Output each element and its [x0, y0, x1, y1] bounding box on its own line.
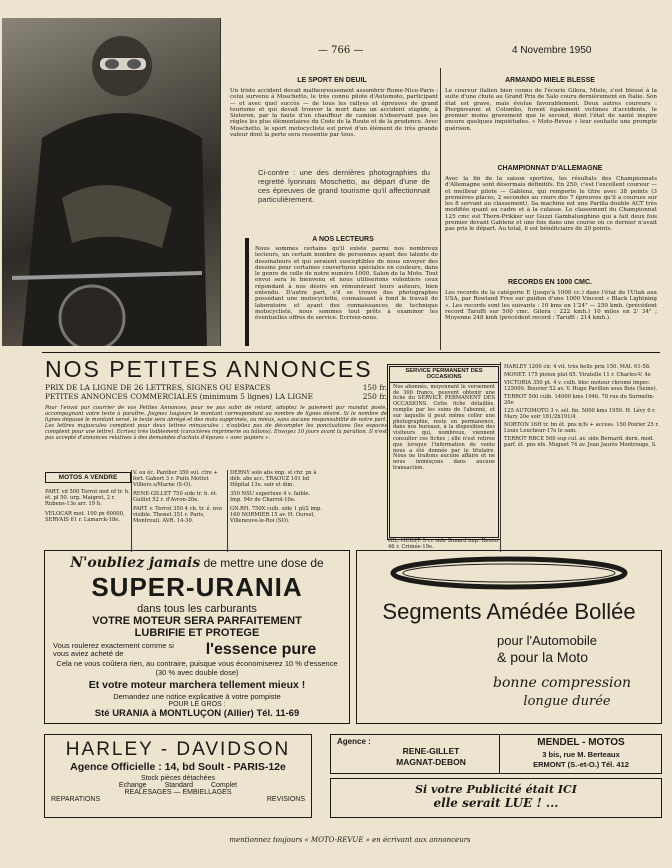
harley-line: Echange	[118, 782, 147, 789]
gillet-line: RENE-GILLET	[402, 746, 460, 756]
classified-divider	[500, 362, 501, 552]
classified-divider	[131, 470, 132, 552]
classified-ad: 350 NSU superluxe 4 v. faible. Imp. 94r de Charrol-10e.	[230, 491, 311, 503]
urania-line: LUBRIFIE ET PROTEGE	[134, 627, 260, 639]
gillet-label: Agence :	[337, 737, 371, 746]
harley-line-row	[45, 796, 311, 803]
urania-line: Cela ne vous coûtera rien, au contraire, puisque vous économiserez 10 % d'essence (30 % avec double dose)	[56, 659, 338, 677]
harley-line: Stock pièces détachées	[141, 775, 215, 782]
allemagne-body: Avec la fin de la saison sportive, les résultats des Championnats d'Allemagne sont désormais définitifs. En 250, c'est l'excellent coureur — et meilleur pilote — Gablenz, qui remporte le titre avec 38 points (3 premières places, 2 secondes au cours des 7 épreuves qu'il a courues sur les 8 servant au classement). Sa machine est une Parilla double ACT très modifiée quant au cadre et à la culasse. Le classement du Championnat 125 cmc est Thorn-Prikker sur Guzzi Gambalunghino qui a fait deux fois premier devant Gablenz et une fois dans une course où ce dernier n'avait pas pris le départ. Au total, il est bénéficiaire de 20 points.	[445, 176, 657, 233]
urania-headline: N'oubliez jamais	[70, 555, 201, 571]
service-body: Nos abonnés, moyennant le versement de 300 francs, peuvent obtenir une fiche du SERVICE PERMANENT DES OCCASIONS. Cette fiche détaillée, remplie par les soins de l'abonné, et sur laquelle il peut même coller une photographie, reste en permanence, dans nos bureaux, à la disposition des visiteurs qui, nombreux, viennent consulter ces fiches ; elle n'est retirée que lorsque l'information de vente nous a été donnée par le titulaire. Nous ne traitons aucune affaire et ne nous immisçons dans aucune transaction.	[393, 383, 495, 471]
publicite-line: Si votre Publicité était ICI	[415, 783, 577, 796]
classified-ad: TERROT RBCE 500 sup cul. av. side Bernard. dern. mod. parf. ét. pns nfs. Muguet 74 av. Jean Jaurès Montrouge, S.	[504, 436, 657, 448]
rate-line	[45, 393, 387, 402]
gillet-line: MAGNAT-DEBON	[396, 757, 466, 767]
classified-ad: NORTON 16H tr. bn ét. pns n/fs + access. 150 Poirier 25 r. Louis Loucheur-17e le sam.	[504, 422, 659, 434]
publicite-line: elle serait LUE ! ...	[433, 796, 559, 810]
footer-note: mentionnez toujours « MOTO-REVUE » en écrivant aux annonceurs	[229, 836, 471, 844]
service-title: SERVICE PERMANENT DES OCCASIONS	[390, 367, 498, 383]
urania-line: POUR LE GROS :	[168, 701, 226, 708]
annonces-rates	[45, 384, 387, 401]
records-body: Les records de la catégorie E (jusqu'à 1000 cc.) dans l'état de l'Utah aux USA, par Rowland Free sur guidon d'une 1000 Vincent « Black Lightning ». Les records sont les suivants : 10 kms en 1'24" — 250 kmh. (précédent record Taruffi sur 500 cmc. Gilera : 222 kmh.) 10 miles en 2' 34" ; Moyenne 248 kmh (précédent record : Taruffi : 214 kmh.).	[445, 290, 657, 322]
harley-title: HARLEY - DAVIDSON	[65, 739, 291, 760]
column-divider	[440, 68, 441, 350]
annonces-intro: Pour l'envoi par courrier de vos Petites Annonces, pour ne pas subir de retard, adoptez le paiement par mandat poste, accompagnant votre texte à paraître. Joignez toujours le montant correspondant au nombre de lignes désiré. Si le nombre de lignes dépasse le montant versé, le texte sera abrégé et des mots supprimés, au mieux, sans aucune responsabilité de notre part. Les lettres majuscules comptent pour deux lettres minuscules ; n'oubliez pas de décompter les ponctuations (les espaces comptent pour une lettre). Ecrivez très lisiblement (caractères imprimerie ou bâtons). Envoyez 10 jours avant la parution. Il n'est pas accepté d'annonces relatives à des demandes d'achats d'épaves « avec papiers ».	[45, 405, 387, 441]
urania-line: Vous roulerez exactement comme si vous aviez acheté de	[53, 640, 174, 658]
classified-ad: GN.RH. 750X culb. side 1 pl/2 imp. 160 NORMIER 15 av. H. Oursel, Villeneuve-le-Roi (SO).	[230, 506, 323, 524]
classified-ad: GIL. HERST. 5 cv side Simard imp. Renou 46 r. Crimée-19e.	[388, 538, 499, 550]
rate-label: PETITES ANNONCES COMMERCIALES (minimum 5 lignes) LA LIGNE	[45, 391, 314, 401]
ad-divider	[499, 735, 500, 773]
urania-brand: SUPER-URANIA	[91, 572, 303, 602]
service-permanent-box	[387, 364, 501, 540]
motos-a-vendre-header: MOTOS A VENDRE	[45, 472, 131, 483]
urania-line: Et votre moteur marchera tellement mieux !	[88, 679, 306, 691]
urania-line: VOTRE MOTEUR SERA PARFAITEMENT	[92, 615, 302, 627]
urania-headline-2: de mettre une dose de	[203, 556, 324, 570]
allemagne-title: CHAMPIONNAT D'ALLEMAGNE	[497, 165, 603, 172]
harley-line-row	[45, 782, 311, 789]
classified-ad: TERROT 500 culb. 14000 kms 1946. 78 rue du Surmelin-20e	[504, 394, 655, 406]
issue-date: 4 Novembre 1950	[512, 45, 592, 56]
harley-line: REALESAGES — EMBIELLAGES	[124, 789, 232, 796]
mendel-line: 3 bis, rue M. Berteaux	[542, 750, 620, 759]
rider-photo	[2, 18, 221, 346]
classified-ad: VELOCAR mot. 100 px 60000, SERVAIS 61 r. Lamarck-18e.	[45, 511, 125, 523]
harley-ad	[44, 734, 312, 818]
classifieds-col-3	[230, 470, 323, 524]
page-number: — 766 —	[318, 45, 364, 56]
rate-price: 250 fr.	[362, 391, 387, 401]
annonces-title: NOS PETITES ANNONCES	[45, 356, 373, 382]
harley-line: Standard	[164, 782, 193, 789]
classified-ad: MONET. 175 piston plat 65. Viratelle 11 r. Charles-V. 4e	[504, 372, 651, 378]
classified-ad: V. ou éc. Panther 350 sul. ctre + fort. Gabort 3 r. Puits Mottet Villiers s/Marne (S-O).	[133, 470, 218, 488]
bollee-slogan: bonne compression	[493, 675, 631, 691]
mendel-title: MENDEL - MOTOS	[537, 737, 625, 748]
urania-line: Sté URANIA à MONTLUÇON (Allier) Tél. 11-69	[94, 708, 300, 719]
classified-ad: PART. vd 500 Terrot mot nf tr. b. ét. pl 50. urg. Maigret, 2 r. Rubens-13e arr. 19 h.	[45, 489, 130, 507]
publicite-ad	[330, 778, 662, 818]
bollee-line: pour l'Automobile	[497, 633, 598, 648]
urania-line: dans tous les carburants	[137, 603, 257, 615]
classified-ad: HARLEY 1200 cir. 4 vit. très belle prix 150. MAI. 61-58.	[504, 364, 651, 370]
classified-ad: RENE-GILLET 750 side tr. b. ét. Guillet 52 r. d'Avron-20e.	[133, 491, 218, 503]
mendel-line: ERMONT (S.-et-O.) Tél. 412	[533, 760, 629, 769]
gillet-mendel-ad	[330, 734, 662, 774]
sport-title: LE SPORT EN DEUIL	[297, 77, 367, 84]
rate-label: PRIX DE LA LIGNE DE 26 LETTRES, SIGNES OU ESPACES	[45, 383, 271, 392]
classified-ad: 125 AUTOMOTO 3 v. sél. fin. 5000 kms 1950. H. Lévy 6 r. Mary 20e soir 181/2h191/4	[504, 408, 656, 420]
rider-illustration	[2, 18, 220, 346]
lecteurs-sidebar-bar	[245, 238, 249, 346]
records-title: RECORDS EN 1000 CMC.	[507, 279, 593, 286]
urania-line: Demandez une notice explicative à votre pompiste	[113, 692, 281, 701]
miele-title: ARMANDO MIELE BLESSE	[505, 77, 595, 84]
miele-body: Le coureur italien bien connu de l'écurie Gilera, Miele, s'est blessé à la suite d'une chute au Grand Prix de Salo couru dernièrement en Italie. Son état est grave, mais évolue favorablement. Deux autres coureurs : Piergiovanni et Colombo, furent également victimes d'accidents, le premier moins gravement que le second, dont l'état de santé inspire encore quelques inquiétudes. « Moto-Revue » leur souhaite une prompte guérison.	[445, 88, 657, 132]
harley-line: Complet	[210, 782, 238, 789]
lecteurs-body: Nous sommes certains qu'il existe parmi nos nombreux lecteurs, un certain nombre de personnes ayant des talents de dessinateurs et qui seraient susceptibles de nous envoyer des dessins pour certaines couvertures spéciales en couleurs, dans le genre de celle de notre numéro 1000, Salon de la Moto. Tout envoi sera le bienvenu et nous utiliserions volontiers ceux répondant à nos désirs en rémunérant leurs auteurs, bien entendu. D'autre part, s'il se trouve des photographes possédant une motocyclette, connaissant à fond le travail de laboratoire et ayant des connaissances de technique motocycliste, nous sommes tout prêts à examiner les éventuelles offres de service. Ecrivez-nous.	[255, 246, 438, 322]
photo-caption: Ci-contre : une des dernières photographies du regretté lyonnais Moschetto, au départ d'une de ces épreuves de grand tourisme qu'il affectionnait particulièrement.	[258, 168, 430, 204]
classifieds-col-1	[45, 489, 130, 523]
super-urania-ad	[44, 550, 350, 724]
bollee-slogan: longue durée	[523, 694, 611, 709]
section-divider	[42, 352, 660, 353]
rate-price: 150 fr.	[362, 383, 387, 392]
classifieds-col-4	[504, 364, 659, 448]
sport-body: Un triste accident devait malheureusement assombrir Rome-Nice-Paris : celui survenu à Moschetto, le très connu pilote d'Automoto, participant — et avec quel succès — de tous les rallyes et épreuves de grand tourisme et qui devait trouver la mort dans un accident stupide, à Sisteron, par la faute d'un chauffeur de camion n'observant pas les règles les plus élémentaires du Code de la Route et de la prudence. Avec Moschetto, le sport motocycliste est privé d'un élément de très grande valeur dont la perte sera ressentie par tous.	[230, 88, 438, 139]
urania-pure: l'essence pure	[205, 641, 317, 658]
bollee-line: & pour la Moto	[497, 649, 589, 665]
bollee-ad	[356, 550, 662, 724]
classified-ad: VICTORIA 350 pt. 4 v. culb. bloc moteur chromé impec. 125000. Bouvier 52 av. V. Hugo Pavillon sous Bois (Seine).	[504, 380, 658, 392]
harley-sub: Agence Officielle : 14, bd Soult - PARIS-12e	[70, 761, 286, 773]
lecteurs-title: A NOS LECTEURS	[312, 236, 374, 243]
bollee-brand: Segments Amédée Bollée	[382, 599, 636, 624]
classified-ad: DERNY solo abs imp. st chr. px à déb. abs acc. TRAOUZ 101 bd Hôpital 13e. soir et dim.	[230, 470, 317, 488]
classified-ad: PART. v. Terrot 350 4 ch. tr. é. nve visible. Thenet 351 r. Paris, Montreuil. AVR. 14-30.	[133, 506, 223, 524]
harley-line: REPARATIONS	[51, 796, 101, 803]
classified-divider	[227, 470, 228, 552]
classifieds-col-2	[133, 470, 225, 524]
harley-line: REVISIONS	[266, 796, 305, 803]
